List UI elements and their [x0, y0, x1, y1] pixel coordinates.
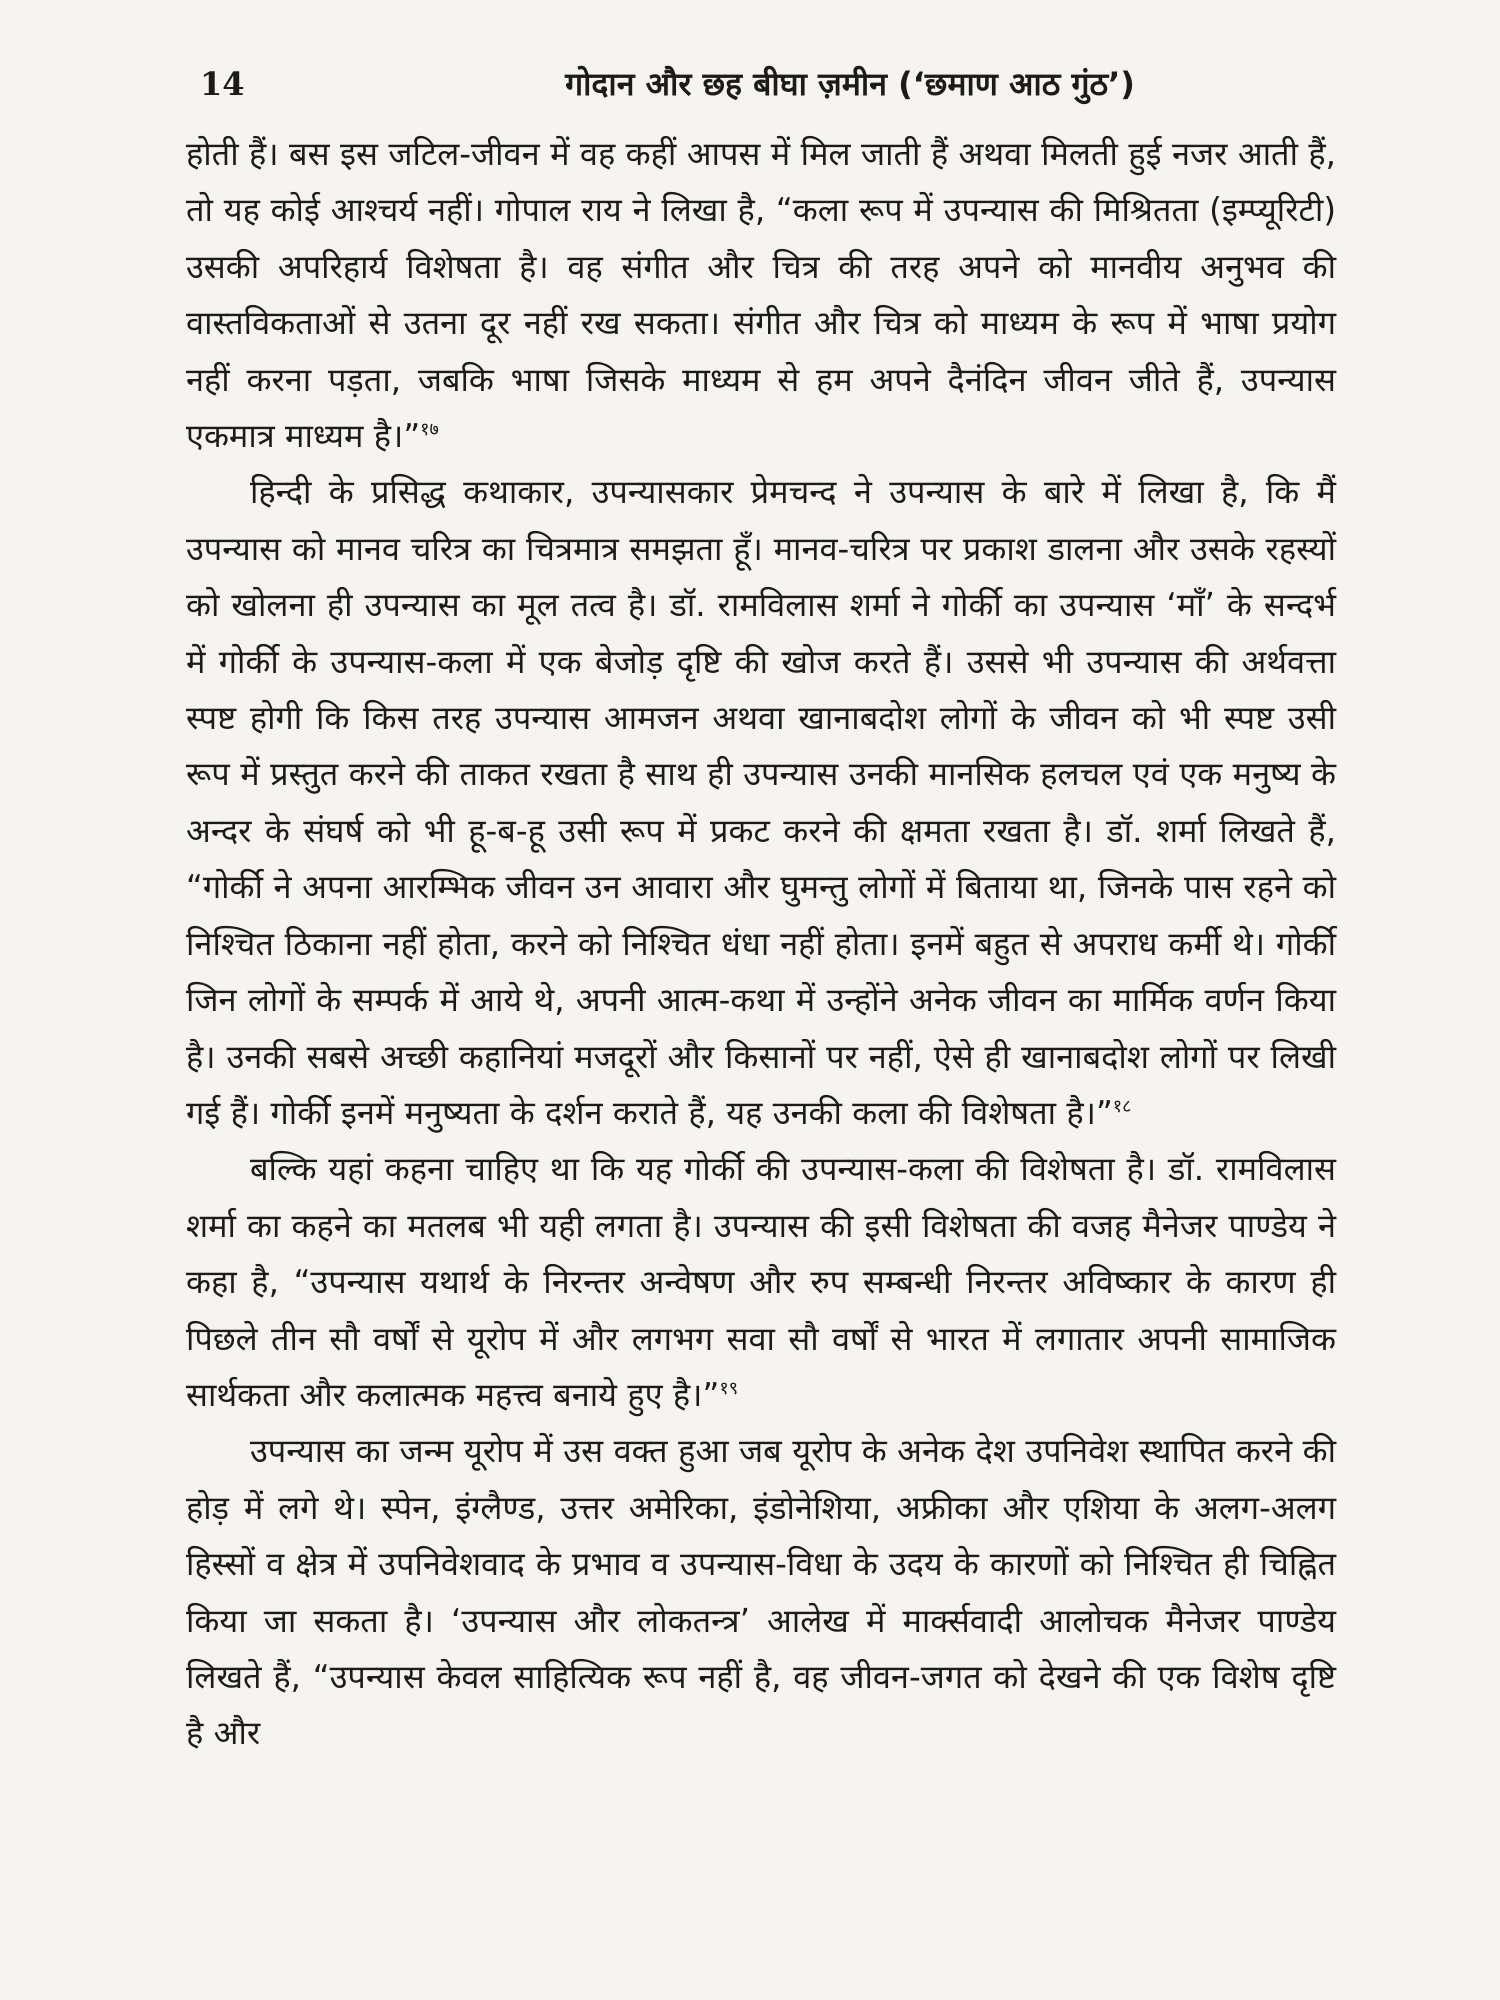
- paragraph-text: होती हैं। बस इस जटिल-जीवन में वह कहीं आपस में मिल जाती हैं अथवा मिलती हुई नजर आती हैं, तो यह कोई आश्चर्य नहीं। गोपाल राय ने लिखा है, “कला रूप में उपन्यास की मिश्रितता (इम्प्यूरिटी) उसकी अपरिहार्य विशेषता है। वह संगीत और चित्र की तरह अपने को मानवीय अनुभव की वास्तविकताओं से उतना दूर नहीं रख सकता। संगीत और चित्र को माध्यम के रूप में भाषा प्रयोग नहीं करना पड़ता, जबकि भाषा जिसके माध्यम से हम अपने दैनंदिन जीवन जीते हैं, उपन्यास एकमात्र माध्यम है।”: [186, 135, 1336, 456]
- paragraph-1: [186, 126, 1336, 464]
- footnote-marker: १९: [719, 1378, 739, 1400]
- running-title: गोदान और छह बीघा ज़मीन (‘छमाण आठ गुंठ’): [565, 65, 1135, 103]
- paragraph-2: [186, 464, 1336, 1141]
- page-number: 14: [200, 65, 245, 103]
- paragraph-text: उपन्यास का जन्म यूरोप में उस वक्त हुआ जब यूरोप के अनेक देश उपनिवेश स्थापित करने की होड़ में लगे थे। स्पेन, इंग्लैण्ड, उत्तर अमेरिका, इंडोनेशिया, अफ्रीका और एशिया के अलग-अलग हिस्सों व क्षेत्र में उपनिवेशवाद के प्रभाव व उपन्यास-विधा के उदय के कारणों को निश्चित ही चिह्नित किया जा सकता है। ‘उपन्यास और लोकतन्त्र’ आलेख में मार्क्सवादी आलोचक मैनेजर पाण्डेय लिखते हैं, “उपन्यास केवल साहित्यिक रूप नहीं है, वह जीवन-जगत को देखने की एक विशेष दृष्टि है और: [186, 1432, 1336, 1753]
- paragraph-3: [186, 1141, 1336, 1423]
- body-text: [186, 126, 1336, 1762]
- paragraph-4: [186, 1423, 1336, 1761]
- paragraph-text: हिन्दी के प्रसिद्ध कथाकार, उपन्यासकार प्रेमचन्द ने उपन्यास के बारे में लिखा है, कि मैं उपन्यास को मानव चरित्र का चित्रमात्र समझता हूँ। मानव-चरित्र पर प्रकाश डालना और उसके रहस्यों को खोलना ही उपन्यास का मूल तत्व है। डॉ. रामविलास शर्मा ने गोर्की का उपन्यास ‘माँ’ के सन्दर्भ में गोर्की के उपन्यास-कला में एक बेजोड़ दृष्टि की खोज करते हैं। उससे भी उपन्यास की अर्थवत्ता स्पष्ट होगी कि किस तरह उपन्यास आमजन अथवा खानाबदोश लोगों के जीवन को भी स्पष्ट उसी रूप में प्रस्तुत करने की ताकत रखता है साथ ही उपन्यास उनकी मानसिक हलचल एवं एक मनुष्य के अन्दर के संघर्ष को भी हू-ब-हू उसी रूप में प्रकट करने की क्षमता रखता है। डॉ. शर्मा लिखते हैं, “गोर्की ने अपना आरम्भिक जीवन उन आवारा और घुमन्तु लोगों में बिताया था, जिनके पास रहने को निश्चित ठिकाना नहीं होता, करने को निश्चित धंधा नहीं होता। इनमें बहुत से अपराध कर्मी थे। गोर्की जिन लोगों के सम्पर्क में आये थे, अपनी आत्म-कथा में उन्होंने अनेक जीवन का मार्मिक वर्णन किया है। उनकी सबसे अच्छी कहानियां मजदूरों और किसानों पर नहीं, ऐसे ही खानाबदोश लोगों पर लिखी गई हैं। गोर्की इनमें मनुष्यता के दर्शन कराते हैं, यह उनकी कला की विशेषता है।”: [186, 473, 1336, 1132]
- footnote-marker: १८: [1112, 1096, 1132, 1118]
- page-header: [200, 56, 1300, 116]
- footnote-marker: १७: [420, 419, 439, 441]
- paragraph-text: बल्कि यहां कहना चाहिए था कि यह गोर्की की उपन्यास-कला की विशेषता है। डॉ. रामविलास शर्मा का कहने का मतलब भी यही लगता है। उपन्यास की इसी विशेषता की वजह मैनेजर पाण्डेय ने कहा है, “उपन्यास यथार्थ के निरन्तर अन्वेषण और रुप सम्बन्धी निरन्तर अविष्कार के कारण ही पिछले तीन सौ वर्षों से यूरोप में और लगभग सवा सौ वर्षों से भारत में लगातार अपनी सामाजिक सार्थकता और कलात्मक महत्त्व बनाये हुए है।”: [186, 1150, 1336, 1414]
